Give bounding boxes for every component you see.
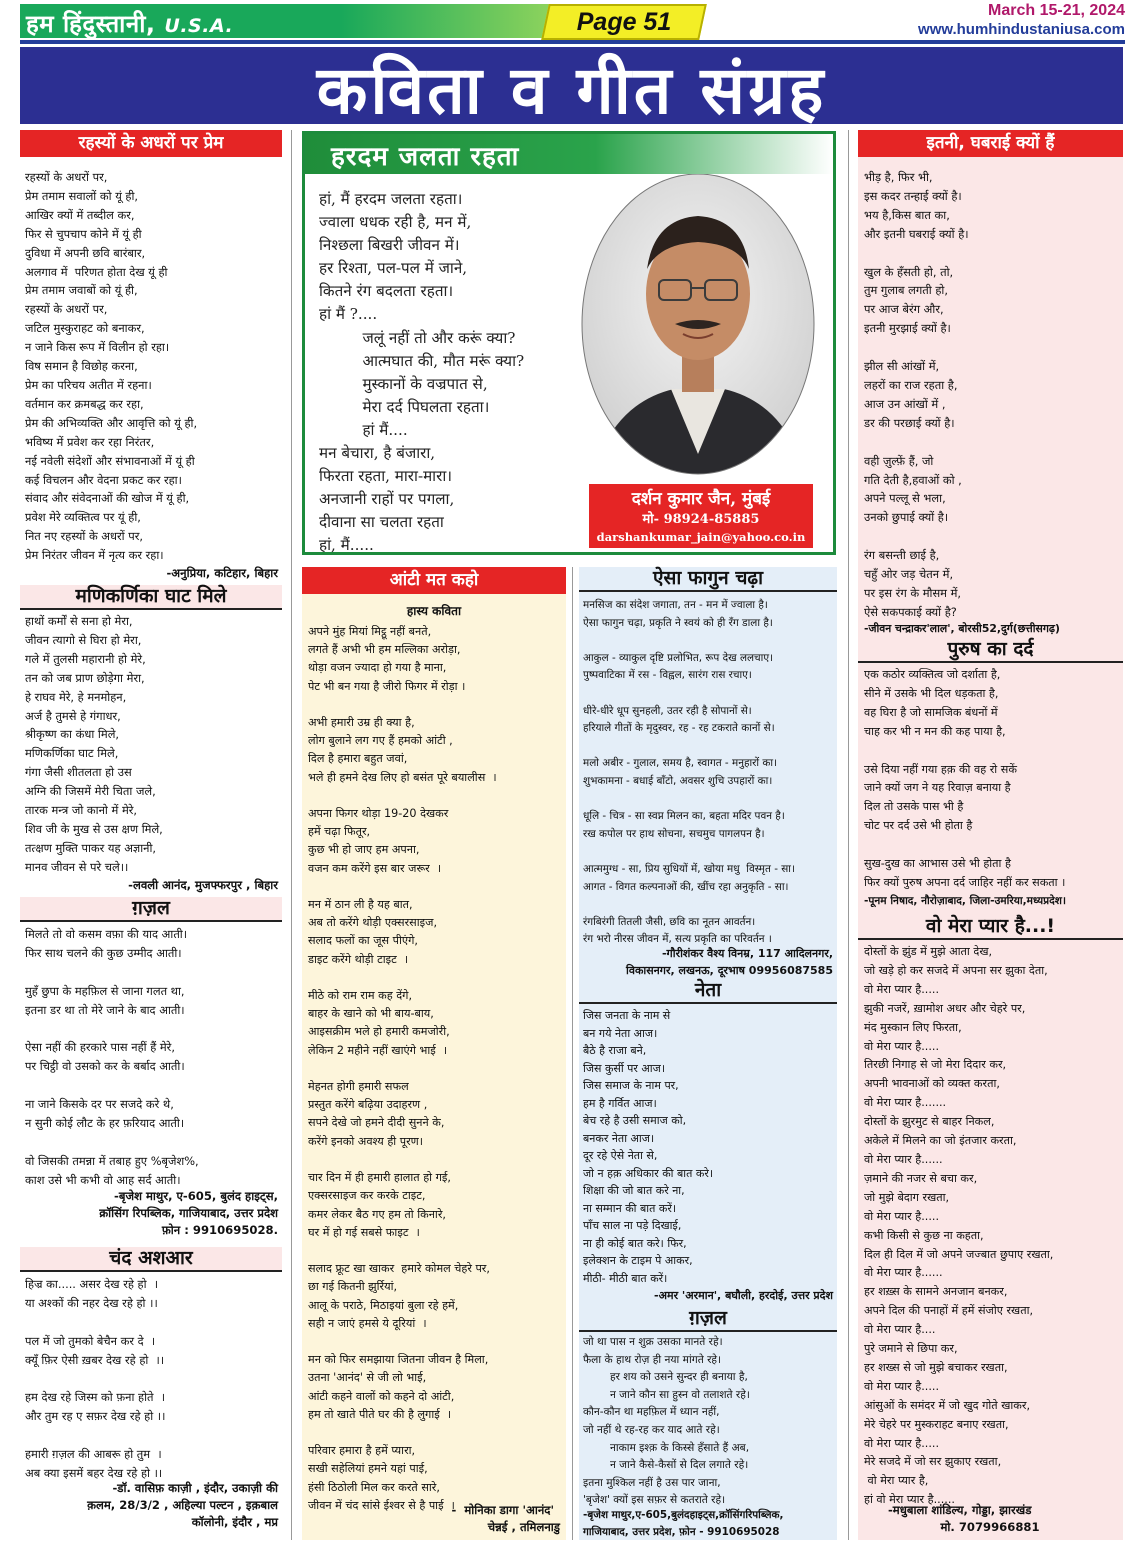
author-name: दर्शन कुमार जैन, मुंबई — [631, 489, 771, 509]
poem-title: ग़ज़ल — [579, 1307, 837, 1332]
poem-credit: -जीवन चन्द्राकर'लाल', बोरसी52,दुर्ग(छत्तीसगढ़) — [864, 622, 1060, 635]
masthead-strip — [20, 4, 555, 38]
section-title: कविता व गीत संग्रह — [316, 52, 827, 129]
column-divider — [291, 130, 292, 1540]
featured-poem-title: हरदम जलता रहता — [331, 142, 520, 172]
poem-text: जो था पास न शुक्र उसका मानते रहे। फैला के हाथ रोज़ ही नया मांगते रहे। हर शय को उसने सुन्दर ही बनाया है, न जाने कौन सा हुस्न वो तलाशते रहे। कौन-कौन था महफ़िल में ध्यान नहीं, जो नहीं थे रह-रह कर याद आते रहे। नाकाम इश्क़ के किस्से हँसाते हैं अब, न जाने कैसे-कैसों से दिल लगाते रहे। इतना मुश्किल नहीं है उस पार जाना, 'बृजेश' क्यों इस सफ़र से कतराते रहे। — [583, 1336, 750, 1507]
poem-text: दोस्तों के झुंड में मुझे आता देख, जो खड़े हो कर सजदे में अपना सर झुका देता, वो मेरा प्यार है..... झुकी नजरें, ख़ामोश अधर और चेहरे पर, मंद मुस्कान लिए फिरता, वो मेरा प्यार है..... तिरछी निगाह से जो मेरा दिदार कर, अपनी भावनाओं को व्यक्त करता, वो मेरा प्यार है....... दोस्तों के झुरमुट से बाहर निकल, अकेले में मिलने का जो इंतजार करता, वो मेरा प्यार है...... ज़माने की नजर से बचा कर, जो मुझे बेदाग रखता, वो मेरा प्यार है..... कभी किसी से कुछ ना कहता, दिल ही दिल में जो अपने जज्बात छुपाए रखता, वो मेरा प्यार है...... हर शख़्स के सामने अनजान बनकर, अपने दिल की पनाहों में हमें संजोए रखता, वो मेरा प्यार है.... पुरे जमाने से छिपा कर, हर शख्स से जो मुझे बचाकर रखता, वो मेरा प्यार है..... आंसुओं के समंदर में जो खुद गोते खाकर, मेरे चेहरे पर मुस्कराहट बनाए रखता, वो मेरा प्यार है..... मेरे सजदे में जो सर झुकाए रखता, वो मेरा प्यार है, हां वो मेरा प्यार है...... — [864, 945, 1054, 1507]
column-divider — [848, 130, 849, 1540]
poem-credit: - मोनिका डागा 'आनंद' चेन्नई , तमिलनाडु — [451, 1503, 560, 1534]
poem-title: पुरुष का दर्द — [858, 638, 1123, 663]
poem-text: मिलते तो वो कसम वफ़ा की याद आती। फिर साथ चलने की कुछ उम्मीद आती। मुहँ छुपा के महफ़िल से जाना गलत था, इतना डर था तो मेरे जाने के बाद आती। ऐसा नहीं की हरकारे पास नहीं हैं मेरे, पर चिट्ठी वो उसको कर के बर्बाद आती। ना जाने किसके दर पर सजदे करे थे, न सुनी कोई लौट के हर फ़रियाद आती। वो जिसकी तमन्ना में तबाह हुए %बृजेश%, काश उसे भी कभी वो आह सर्द आती। — [25, 927, 199, 1187]
poem-text: अपने मुंह मियां मिट्ठू नहीं बनते, लगते हैं अभी भी हम मल्लिका अरोड़ा, थोड़ा वजन ज्यादा हो गया है माना, पेट भी बन गया है जीरो फिगर में रोड़ा । अभी हमारी उम्र ही क्या है, लोग बुलाने लग गए हैं हमको आंटी , दिल है हमारा बहुत जवां, भले ही हमने देख लिए हो बसंत पूरे बयालीस । अपना फिगर थोड़ा 19-20 देखकर हमें चढ़ा फितूर, कुछ भी हो जाए हम अपना, वजन कम करेंगे इस बार जरूर । मन में ठान ली है यह बात, अब तो करेंगे थोड़ी एक्सरसाइज, सलाद फलों का जूस पीएंगे, डाइट करेंगे थोड़ी टाइट । मीठे को राम राम कह देंगे, बाहर के खाने को भी बाय-बाय, आइसक्रीम भले हो हमारी कमजोरी, लेकिन 2 महीने नहीं खाएंगे भाई । मेहनत होगी हमारी सफल प्रस्तुत करेंगे बढ़िया उदाहरण , सपने देखे जो हमने दीदी सुनने के, करेंगे इनको अवश्य ही पूरण। चार दिन में ही हमारी हालात हो गई, एक्सरसाइज कर करके टाइट, कमर लेकर बैठ गए हम तो किनारे, घर में हो गई सबसे फाइट । सलाद फ्रूट खा खाकर हमारे कोमल चेहरे पर, छा गई कितनी झुर्रियां, आलू के पराठे, मिठाइयां बुला रहे हमें, सही न जाएं हमसे ये दूरियां । मन को फिर समझाया जितना जीवन है मिला, उतना 'आनंद' से जी लो भाई, आंटी कहने वालों को कहने दो आंटी, हम तो खाते पीते घर की है लुगाई । परिवार हमारा है हमें प्यारा, सखी सहेलियां हमने यहां पाई, हंसी ठिठोली मिल कर करते सारे, जीवन में चंद सांसे ईश्वर से है पाई । — [308, 625, 497, 1512]
humor-poem-column — [302, 567, 566, 1540]
poem-credit: -गौरीशंकर वैश्य विनम्र, 117 आदिलनगर, विकासनगर, लखनऊ, दूरभाष 09956087585 — [625, 947, 833, 977]
poem-title: ऐसा फागुन चढ़ा — [579, 567, 837, 592]
issue-date: March 15-21, 2024 — [988, 2, 1125, 19]
featured-poem-box — [302, 131, 836, 555]
poem-title: नेता — [579, 979, 837, 1004]
poem-title: मणिकर्णिका घाट मिले — [20, 585, 282, 610]
poem-title: आंटी मत कहो — [302, 567, 566, 594]
poem-title: वो मेरा प्यार है...! — [858, 915, 1123, 940]
featured-poem-text: हां, मैं हरदम जलता रहता। ज्वाला धधक रही है, मन में, निश्छला बिखरी जीवन में। हर रिश्ता, पल-पल में जाने, कितने रंग बदलता रहता। हां मैं ?.... जलूं नहीं तो और करूं क्या? आत्मघात की, मौत मरूं क्या? मुस्कानों के वज्रपात से, मेरा दर्द पिघलता रहता। हां मैं.... मन बेचारा, है बंजारा, फिरता रहता, मारा-मारा। अनजानी राहों पर पगला, दीवाना सा चलता रहता हां, मैं..... — [319, 190, 525, 555]
page-number-badge: Page 51 — [541, 4, 707, 40]
poem-credit: -मधुबाला शांडिल्य, गोड्डा, झारखंड मो. 7079966881 — [888, 1503, 1040, 1534]
poem-credit: -पूनम निषाद, नौरोज़ाबाद, जिला-उमरिया,मध्यप्रदेश। — [864, 895, 1066, 907]
poem-credit: -बृजेश माथुर, ए-605, बुलंद हाइट्स, क्रॉसिंग रिपब्लिक, गाजियाबाद, उत्तर प्रदेश फ़ोन : 9910695028. — [99, 1189, 278, 1237]
middle-column — [579, 567, 837, 1540]
author-mobile: मो- 98924-85885 — [642, 512, 760, 527]
website-link[interactable]: www.humhindustaniusa.com — [918, 21, 1125, 38]
poem-title: इतनी, घबराई क्यों हैं — [858, 130, 1123, 157]
poem-title: ग़ज़ल — [20, 897, 282, 922]
author-info-box — [589, 484, 813, 548]
poem-text: भीड़ है, फिर भी, इस कदर तन्हाई क्यों है। भय है,किस बात का, और इतनी घबराई क्यों है। खुल के हँसती हो, तो, तुम गुलाब लगती हो, पर आज बेरंग और, इतनी मुरझाई क्यों है। झील सी आंखों में, लहरों का राज रहता है, आज उन आंखों में , डर की परछाई क्यों है। वही ज़ुल्फ़ें हैं, जो गति देती है,हवाओं को , अपने पल्लू से भला, उनको छुपाई क्यों है। रंग बसन्ती छाई है, चहुँ ओर जड़ चेतन में, पर इस रंग के मौसम में, ऐसे सकपकाई क्यों है? — [864, 170, 969, 619]
poem-text: मनसिज का संदेश जगाता, तन - मन में ज्वाला है। ऐसा फागुन चढ़ा, प्रकृति ने स्वयं को ही रँग डाला है। आकुल - व्याकुल दृष्टि प्रलोभित, रूप देख ललचाए। पुष्पवाटिका में रस - विह्वल, सारंग रास रचाए। धीरे-धीरे धूप सुनहली, उतर रही है सोपानों से। हरियाले गीतों के मृदुस्वर, रह - रह टकराते कानों से। मलो अबीर - गुलाल, समय है, स्वागत - मनुहारों का। शुभकामना - बधाई बाँटो, अवसर शुचि उपहारों का। धूलि - चित्र - सा स्वप्न मिलन का, बहता मदिर पवन है। रख कपोल पर हाथ सोचना, सचमुच पागलपन है। आत्ममुग्ध - सा, प्रिय सुधियों में, खोया मधु विस्मृत - सा। आगत - विगत कल्पनाओं की, खींच रहा अनुकृति - सा। रंगबिरंगी तितली जैसी, छवि का नूतन आवर्तन। रंग भरो नीरस जीवन में, सत्य प्रकृति का परिवर्तन । — [583, 599, 795, 946]
poem-text: जिस जनता के नाम से बन गये नेता आज। बैठे है राजा बने, जिस कुर्सी पर आज। जिस समाज के नाम पर, हम है गर्वित आज। बेच रहे है उसी समाज को, बनकर नेता आज। दूर रहे ऐसे नेता से, जो न हक़ अधिकार की बात करे। शिक्षा की जो बात करे ना, ना सम्मान की बात करें। पाँच साल ना पड़े दिखाई, ना ही कोई बात करे। फिर, इलेक्शन के टाइम पे आकर, मीठी- मीठी बात करें। — [583, 1009, 714, 1285]
poem-title: चंद अशआर — [20, 1247, 282, 1272]
column-divider — [572, 567, 573, 1540]
poem-text: एक कठोर व्यक्तित्व जो दर्शाता है, सीने में उसके भी दिल धड़कता है, वह घिरा है जो सामजिक बंधनों में चाह कर भी न मन की कह पाया है, उसे दिया नहीं गया हक़ की वह रो सकें जाने क्यों जग ने यह रिवाज़ बनाया है दिल तो उसके पास भी है चोट पर दर्द उसे भी होता है सुख-दुख का आभास उसे भी होता है फिर क्यों पुरुष अपना दर्द जाहिर नहीं कर सकता । — [864, 668, 1066, 889]
brand-name: हम हिंदुस्तानी, U.S.A. — [26, 10, 234, 38]
poem-subtitle: हास्य कविता — [406, 604, 462, 618]
poem-text: हाथों कर्मों से सना हो मेरा, जीवन त्यागो से घिरा हो मेरा, गले में तुलसी महारानी हो मेरे, तन को जब प्राण छोड़ेगा मेरा, हे राघव मेरे, हे मनमोहन, अर्ज है तुमसे हे गंगाधर, श्रीकृष्ण का कंधा मिले, मणिकर्णिका घाट मिले, गंगा जैसी शीतलता हो उस अग्नि की जिसमें मेरी चिता जले, तारक मन्त्र जो कानो में मेरे, शिव जी के मुख से उस क्षण मिले, तत्क्षण मुक्ति पाकर यह अज्ञानी, मानव जीवन से परे चले।। — [25, 614, 163, 874]
right-column — [858, 130, 1123, 1540]
poem-title: रहस्यों के अधरों पर प्रेम — [20, 130, 282, 157]
author-portrait — [579, 174, 817, 487]
left-column — [20, 130, 282, 1540]
featured-poem-header — [305, 134, 833, 174]
author-email[interactable]: darshankumar_jain@yahoo.co.in — [596, 530, 806, 544]
poem-credit: -बृजेश माथुर,ए-605,बुलंदहाइट्स,क्रॉसिंगरिपब्लिक, गाजियाबाद, उत्तर प्रदेश, फ़ोन - 9910695028 — [583, 1509, 784, 1538]
poem-credit: -अमर 'अरमान', बघौली, हरदोई, उत्तर प्रदेश — [654, 1289, 833, 1302]
poem-credit: -लवली आनंद, मुजफ्फरपुर , बिहार — [128, 878, 278, 892]
section-banner — [20, 47, 1123, 129]
poem-credit: -अनुप्रिया, कटिहार, बिहार — [166, 566, 278, 580]
poem-text: हिज्र का..... असर देख रहे हो । या अश्कों की नहर देख रहे हो ।। पल में जो तुमको बेचैन कर दे । क्यूँ फ़िर ऐसी ख़बर देख रहे हो ।। हम देख रहे जिस्म को फ़ना होते । और तुम रह ए सफ़र देख रहे हो ।। हमारी ग़ज़ल की आबरू हो तुम । अब क्या इसमें बहर देख रहे हो ।। — [25, 1277, 166, 1481]
poem-credit: -डॉ. वासिफ़ काज़ी , इंदौर, उकाज़ी की क़लम, 28/3/2 , अहिल्या पल्टन , इक़बाल कॉलोनी, इंदौर , मप्र — [87, 1481, 278, 1529]
poem-text: रहस्यों के अधरों पर, प्रेम तमाम सवालों को यूं ही, आखिर क्यों में तब्दील कर, फिर से चुपचाप कोने में यूं ही दुविधा में अपनी छवि बारंबार, अलगाव में परिणत होता देख यूं ही प्रेम तमाम जवाबों को यूं ही, रहस्यों के अधरों पर, जटिल मुस्कुराहट को बनाकर, न जाने किस रूप में विलीन हो रहा। विष समान है विछोह करना, प्रेम का परिचय अतीत में रहना। वर्तमान कर क्रमबद्ध कर रहा, प्रेम की अभिव्यक्ति और आवृत्ति को यूं ही, भविष्य में प्रवेश कर रहा निरंतर, नई नवेली संदेशों और संभावनाओं में यूं ही कई विचलन और वेदना प्रकट कर रहा। संवाद और संवेदनाओं की खोज में यूं ही, प्रवेश मेरे व्यक्तित्व पर यूं ही, नित नए रहस्यों के अधरों पर, प्रेम निरंतर जीवन में नृत्य कर रहा। — [25, 170, 198, 563]
